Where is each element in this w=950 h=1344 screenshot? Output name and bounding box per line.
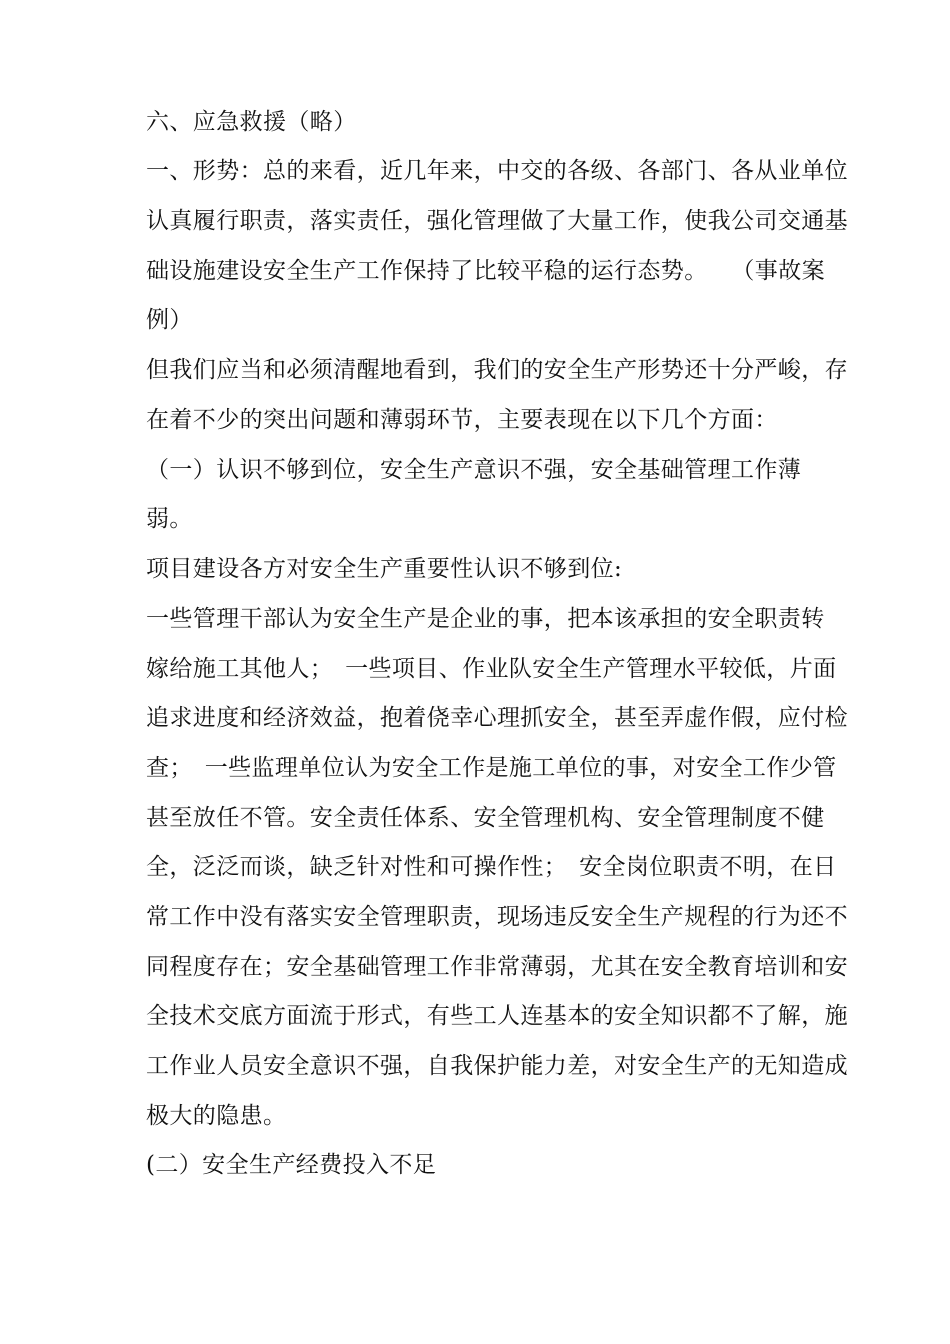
paragraph-situation-line-4: 例） <box>146 307 193 333</box>
section-heading-emergency-rescue: 六、应急救援（略） <box>146 109 357 135</box>
paragraph-awareness-line-6: 全，泛泛而谈，缺乏针对性和可操作性； 安全岗位职责不明，在日 <box>146 854 837 880</box>
paragraph-awareness-line-9: 全技术交底方面流于形式，有些工人连基本的安全知识都不了解，施 <box>146 1003 848 1029</box>
paragraph-awareness-intro: 项目建设各方对安全生产重要性认识不够到位: <box>146 556 623 582</box>
paragraph-awareness-line-10: 工作业人员安全意识不强，自我保护能力差，对安全生产的无知造成 <box>146 1053 848 1079</box>
paragraph-problems-line-1: 但我们应当和必须清醒地看到，我们的安全生产形势还十分严峻，存 <box>146 357 848 383</box>
paragraph-situation-line-2: 认真履行职责，落实责任，强化管理做了大量工作，使我公司交通基 <box>146 208 848 234</box>
paragraph-awareness-line-4: 查； 一些监理单位认为安全工作是施工单位的事，对安全工作少管 <box>146 755 837 781</box>
subheading-two: (二）安全生产经费投入不足 <box>146 1152 437 1178</box>
paragraph-awareness-line-2: 嫁给施工其他人； 一些项目、作业队安全生产管理水平较低，片面 <box>146 656 837 682</box>
paragraph-awareness-line-11: 极大的隐患。 <box>146 1103 287 1129</box>
paragraph-awareness-line-5: 甚至放任不管。安全责任体系、安全管理机构、安全管理制度不健 <box>146 805 825 831</box>
paragraph-problems-line-2: 在着不少的突出问题和薄弱环节，主要表现在以下几个方面： <box>146 407 778 433</box>
paragraph-awareness-line-3: 追求进度和经济效益，抱着侥幸心理抓安全，甚至弄虚作假，应付检 <box>146 705 848 731</box>
subheading-one-line-2: 弱。 <box>146 506 193 532</box>
paragraph-awareness-line-8: 同程度存在；安全基础管理工作非常薄弱，尤其在安全教育培训和安 <box>146 954 848 980</box>
paragraph-awareness-line-7: 常工作中没有落实安全管理职责，现场违反安全生产规程的行为还不 <box>146 904 848 930</box>
subheading-one-line-1: （一）认识不够到位，安全生产意识不强，安全基础管理工作薄 <box>146 457 802 483</box>
paragraph-situation-line-1: 一、形势：总的来看，近几年来，中交的各级、各部门、各从业单位 <box>146 158 848 184</box>
paragraph-awareness-line-1: 一些管理干部认为安全生产是企业的事，把本该承担的安全职责转 <box>146 606 825 632</box>
paragraph-situation-line-3: 础设施建设安全生产工作保持了比较平稳的运行态势。 （事故案 <box>146 258 825 284</box>
